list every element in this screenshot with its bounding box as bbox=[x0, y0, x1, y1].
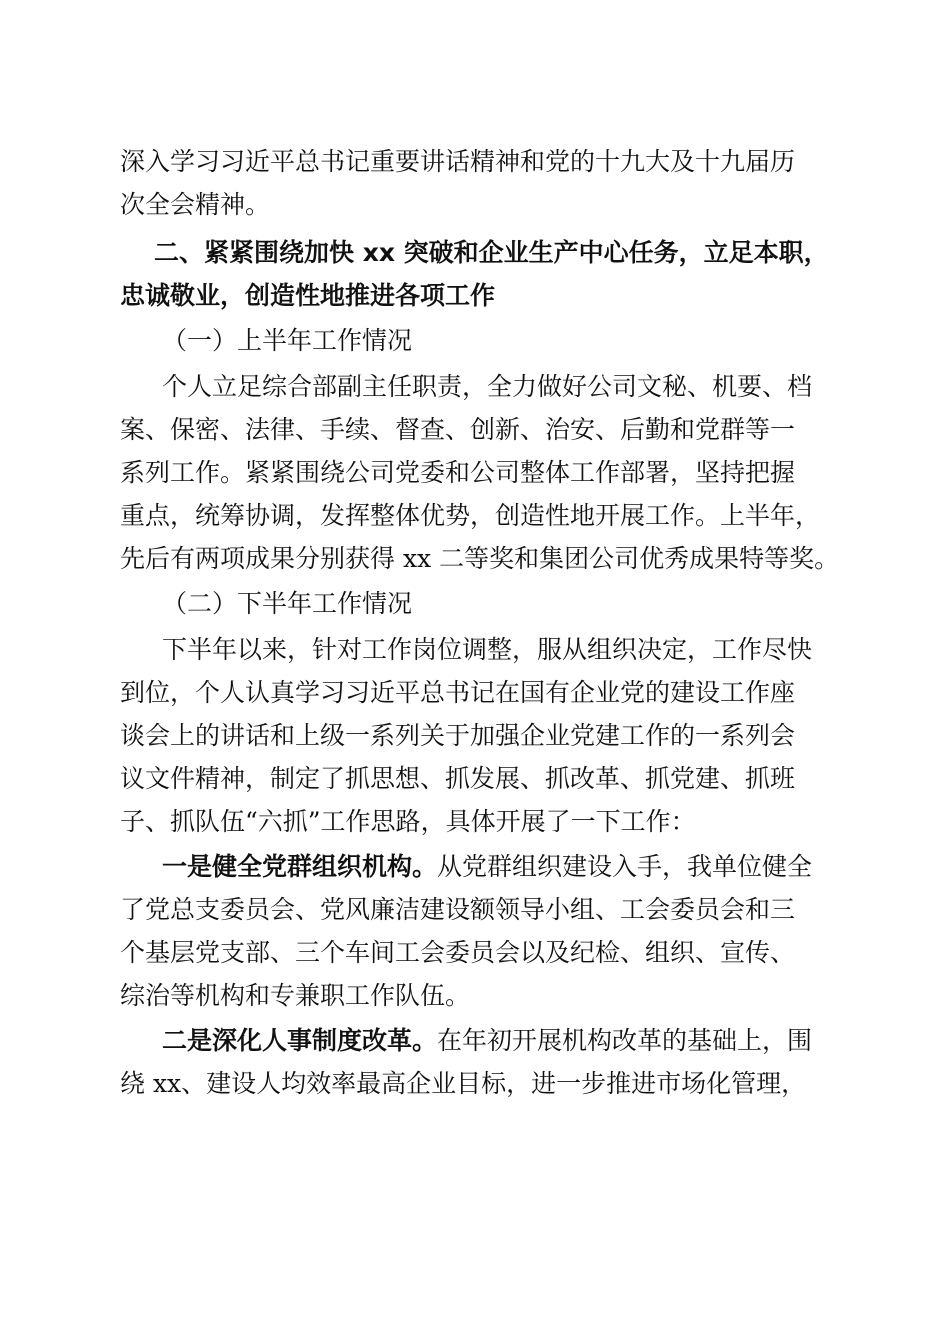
paragraph-first-half bbox=[120, 365, 840, 580]
subheading-second-half: （二）下半年工作情况 bbox=[162, 589, 413, 618]
item-lead: 一是健全党群组织机构。 bbox=[162, 852, 438, 881]
text-line: 个基层党支部、三个车间工会委员会以及纪检、组织、宣传、 bbox=[120, 938, 796, 967]
text-line: 重点，统筹协调，发挥整体优势，创造性地开展工作。上半年， bbox=[120, 501, 821, 530]
text-line: 先后有两项成果分别获得 xx 二等奖和集团公司优秀成果特等奖。 bbox=[120, 544, 840, 573]
paragraph-item-1 bbox=[120, 845, 832, 1017]
text-line: 深入学习习近平总书记重要讲话精神和党的十九大及十九届历 bbox=[120, 147, 796, 176]
heading-line: 二、紧紧围绕加快 xx 突破和企业生产中心任务，立足本职， bbox=[154, 238, 829, 267]
text-line: 下半年以来，针对工作岗位调整，服从组织决定，工作尽快 bbox=[162, 635, 813, 664]
text-line: 子、抓队伍“六抓”工作思路，具体开展了一下工作： bbox=[120, 807, 696, 836]
item-text: 从党群组织建设入手，我单位健全 bbox=[437, 852, 813, 881]
text-line: 绕 xx、建设人均效率最高企业目标，进一步推进市场化管理， bbox=[120, 1069, 807, 1098]
paragraph-intro bbox=[120, 140, 832, 226]
text-line: 综治等机构和专兼职工作队伍。 bbox=[120, 981, 471, 1010]
document-page bbox=[120, 140, 840, 1105]
paragraph-second-half bbox=[120, 628, 832, 843]
text-line: 了党总支委员会、党风廉洁建设额领导小组、工会委员会和三 bbox=[120, 895, 796, 924]
paragraph-item-2 bbox=[120, 1019, 832, 1105]
text-line: 到位，个人认真学习习近平总书记在国有企业党的建设工作座 bbox=[120, 678, 796, 707]
item-lead: 二是深化人事制度改革。 bbox=[162, 1026, 438, 1055]
text-line bbox=[120, 1019, 832, 1062]
subheading-first-half: （一）上半年工作情况 bbox=[162, 326, 413, 355]
text-line: 系列工作。紧紧围绕公司党委和公司整体工作部署，坚持把握 bbox=[120, 458, 796, 487]
text-line: 谈会上的讲话和上级一系列关于加强企业党建工作的一系列会 bbox=[120, 721, 796, 750]
text-line: 案、保密、法律、手续、督查、创新、治安、后勤和党群等一 bbox=[120, 415, 796, 444]
item-text: 在年初开展机构改革的基础上，围 bbox=[437, 1026, 813, 1055]
text-line: 个人立足综合部副主任职责，全力做好公司文秘、机要、档 bbox=[162, 372, 813, 401]
text-line: 次全会精神。 bbox=[120, 190, 271, 219]
text-line: 议文件精神，制定了抓思想、抓发展、抓改革、抓党建、抓班 bbox=[120, 764, 796, 793]
heading-line: 忠诚敬业，创造性地推进各项工作 bbox=[120, 281, 496, 310]
text-line bbox=[120, 845, 832, 888]
section-heading-2 bbox=[120, 231, 832, 317]
